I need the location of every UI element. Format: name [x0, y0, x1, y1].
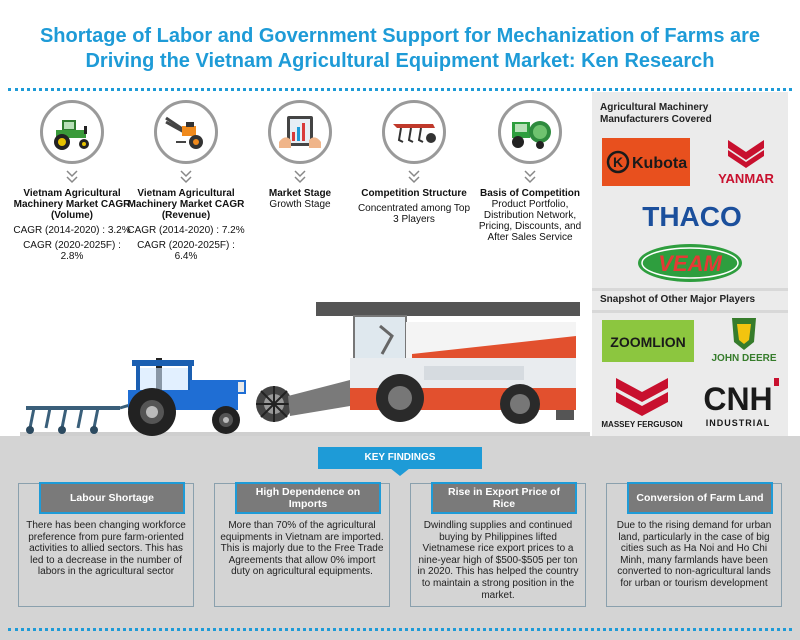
- thaco-logo: [622, 198, 762, 234]
- metric-value: CAGR (2020-2025F) : 2.8%: [23, 240, 121, 262]
- cnh-industrial-logo: [696, 376, 784, 430]
- sidebar-divider: [592, 288, 788, 291]
- chevron-down-icon: [180, 170, 192, 184]
- metric-icon-circle: [154, 100, 218, 164]
- tiller-icon: [162, 112, 210, 152]
- baler-icon: [506, 112, 554, 152]
- metric-title: Competition Structure: [361, 188, 467, 199]
- metric-value: Concentrated among Top 3 Players: [357, 203, 471, 225]
- zoomlion-logo: [602, 320, 694, 362]
- john-deere-logo: [704, 316, 784, 364]
- metric-value: Product Portfolio, Distribution Network, Pricing, Discounts, and After Sales Service: [478, 199, 582, 243]
- metric-icon-circle: [498, 100, 562, 164]
- yanmar-wordmark: YANMAR: [718, 171, 774, 186]
- john-deere-wordmark: JOHN DEERE: [711, 353, 777, 364]
- metric-market-stage: [240, 100, 360, 210]
- combine-harvester: [256, 302, 580, 424]
- blue-tractor: [128, 358, 246, 436]
- metric-value: CAGR (2014-2020) : 3.2%: [13, 225, 131, 236]
- farm-machinery-illustration: [20, 296, 590, 440]
- finding-card-body: Dwindling supplies and continued buying by Philippines lifted Vietnamese rice export prices to a nine-year high of $500-$505 per ton in 2020. This has helped the country to maintain a strong position in the market.: [417, 520, 579, 601]
- sidebar-heading-manufacturers: Agricultural Machinery Manufacturers Covered: [600, 102, 712, 125]
- finding-card-title: Rise in Export Price of Rice: [431, 482, 577, 514]
- title-line-2: Driving the Vietnam Agricultural Equipment Market: Ken Research: [85, 50, 715, 72]
- sidebar-heading-other-players: Snapshot of Other Major Players: [600, 294, 756, 305]
- finding-card-title: Conversion of Farm Land: [627, 482, 773, 514]
- metric-competition-structure: [354, 100, 474, 225]
- metric-title: Vietnam Agricultural Machinery Market CAGR (Revenue): [127, 188, 245, 221]
- chevron-down-icon: [524, 170, 536, 184]
- metric-value: Growth Stage: [269, 199, 331, 210]
- metric-basis-of-competition: [470, 100, 590, 243]
- cnh-wordmark: CNH: [703, 381, 773, 417]
- metric-icon-circle: [40, 100, 104, 164]
- plough-icon: [389, 112, 439, 152]
- metric-title: Vietnam Agricultural Machinery Market CAGR (Volume): [13, 188, 131, 221]
- metric-title: Market Stage: [268, 188, 332, 199]
- page-title: [0, 24, 800, 74]
- finding-card-title: High Dependence on Imports: [235, 482, 381, 514]
- metric-volume-cagr: [12, 100, 132, 262]
- sidebar-divider: [592, 310, 788, 313]
- chevron-down-icon: [294, 170, 306, 184]
- kubota-logo: [602, 138, 690, 186]
- finding-card: [606, 483, 782, 607]
- bottom-dotted-divider: [8, 628, 792, 631]
- tractor-icon: [48, 112, 96, 152]
- key-findings-pointer: [390, 468, 410, 476]
- title-line-1: Shortage of Labor and Government Support for Mechanization of Farms are: [39, 25, 761, 47]
- metric-revenue-cagr: [126, 100, 246, 262]
- tablet-chart-icon: [277, 112, 323, 152]
- veam-logo: [636, 242, 744, 284]
- key-findings-label: KEY FINDINGS: [318, 447, 482, 469]
- finding-card-body: More than 70% of the agricultural equipments in Vietnam are imported. This is majorly due to the Free Trade Agreements that allow 0% import duty on agricultural equipments.: [220, 520, 384, 578]
- veam-wordmark: VEAM: [658, 251, 722, 276]
- kubota-wordmark: Kubota: [632, 155, 688, 172]
- finding-card: [410, 483, 586, 607]
- metric-icon-circle: [268, 100, 332, 164]
- finding-card-body: Due to the rising demand for urban land, particularly in the case of big cities such as Ha Noi and Ho Chi Minh, many farmlands have been converted to non-agricultural lands for urban or tourism development: [616, 520, 772, 589]
- zoomlion-wordmark: ZOOMLION: [610, 334, 686, 350]
- top-dotted-divider: [8, 88, 792, 91]
- metric-value: CAGR (2014-2020) : 7.2%: [127, 225, 245, 236]
- metric-icon-circle: [382, 100, 446, 164]
- massey-ferguson-logo: [596, 374, 688, 430]
- finding-card-title: Labour Shortage: [39, 482, 185, 514]
- finding-card: [18, 483, 194, 607]
- cultivator-implement: [26, 402, 140, 434]
- metric-value: CAGR (2020-2025F) : 6.4%: [137, 240, 235, 262]
- chevron-down-icon: [66, 170, 78, 184]
- thaco-wordmark: THACO: [642, 201, 742, 232]
- svg-text:K: K: [613, 154, 624, 170]
- yanmar-logo: [710, 136, 782, 186]
- finding-card: [214, 483, 390, 607]
- chevron-down-icon: [408, 170, 420, 184]
- cnh-subtitle: INDUSTRIAL: [705, 418, 771, 428]
- metric-title: Basis of Competition: [479, 188, 580, 199]
- finding-card-body: There has been changing workforce preference from pure farm-oriented activities to allied sectors. This has led to a decrease in the number of labors in the agricultural sector: [26, 520, 186, 578]
- massey-ferguson-wordmark: MASSEY FERGUSON: [601, 420, 683, 429]
- manufacturers-sidebar: [592, 92, 788, 436]
